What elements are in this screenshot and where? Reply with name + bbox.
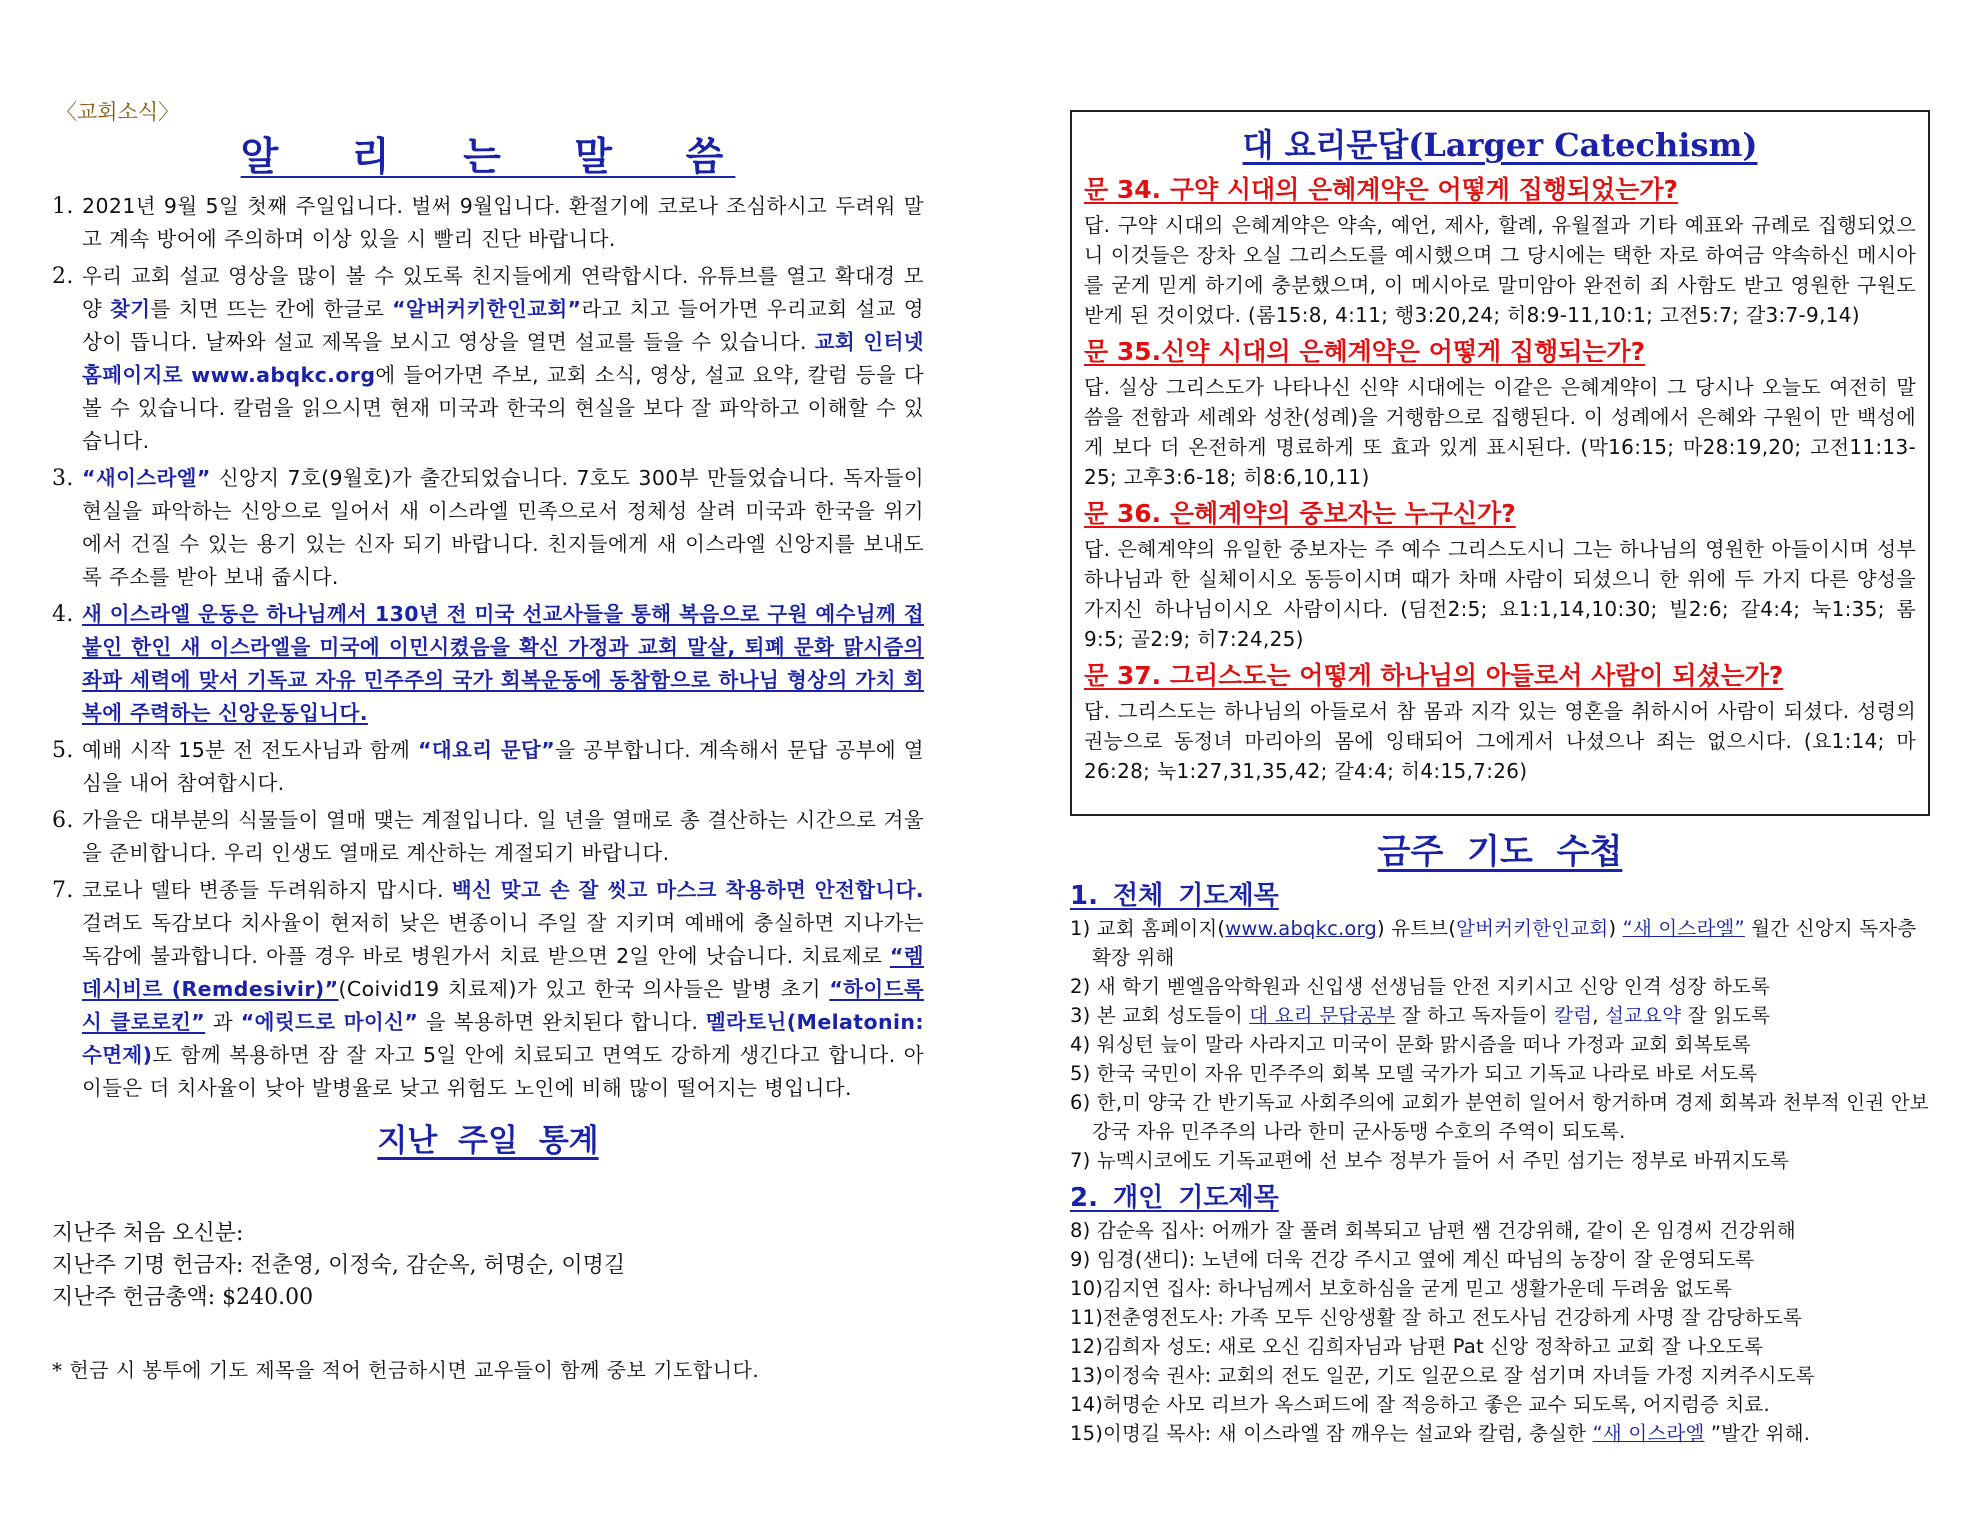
catechism-title-text: 대 요리문답(Larger Catechism) [1242, 126, 1758, 164]
text-run: 1) 교회 홈페이지( [1070, 917, 1226, 940]
prayer-item [1070, 1059, 1930, 1088]
stats-block [52, 1218, 924, 1314]
text-run: (Coivid19 치료제)가 있고 한국 의사들은 발병 초기 [338, 977, 830, 1001]
link-text[interactable]: “새 이스라엘 [1592, 1422, 1705, 1445]
text-run: ) [1608, 917, 1623, 940]
catechism-title [1084, 120, 1916, 166]
text-run: ) 유트브( [1377, 917, 1457, 940]
text-run: 도 함께 복용하면 잠 잘 자고 5일 안에 치료되고 면역도 강하게 생긴다고 합니다. 아이들은 더 치사율이 낮아 발병율로 낮고 위험도 노인에 비해 많이 떨어지는 병입니다. [82, 1043, 924, 1100]
stats-first-visitors: 지난주 처음 오신분: [52, 1221, 244, 1246]
announcement-number: 6. [52, 808, 74, 833]
stats-title-text: 지난 주일 통계 [377, 1123, 599, 1159]
text-run: 을 복용하면 완치된다 합니다. [418, 1010, 706, 1034]
catechism-answer: 답. 그리스도는 하나님의 아들로서 참 몸과 지각 있는 영혼을 취하시어 사람이 되셨다. 성령의 권능으로 동정녀 마리아의 몸에 잉태되어 그에게서 나셨으나 죄는 없으시다. (요1:14; 마26:28; 눅1:27,31,35,42; 갈4:4; 히4:15,7:26) [1084, 699, 1916, 783]
text-run: 월간 신앙지 독자층 확장 위해 [1092, 917, 1917, 969]
highlight-text: 백신 맞고 손 잘 씻고 마스크 착용하면 안전합니다. [451, 878, 924, 902]
text-run: 과 [205, 1010, 241, 1034]
announcements-title-text: 알 리 는 말 씀 [240, 134, 736, 180]
catechism-answer: 답. 구약 시대의 은혜계약은 약속, 예언, 제사, 할례, 유월절과 기타 예표와 규례로 집행되었으니 이것들은 장차 오실 그리스도를 예시했으며 그 당시에는 택한 자로 하여금 약속하신 메시아를 굳게 믿게 하기에 충분했으며, 이 메시아로 말미암아 완전히 죄 사함도 받고 영원한 구원도 받게 된 것이었다. (롬15:8, 4:11; 행3:20,24; 히8:9-11,10:1; 고전5:7; 갈3:7-9,14) [1084, 213, 1916, 327]
highlight-text: “렘데시비르 (Remdesivir)” [82, 944, 924, 1001]
announcement-item [52, 260, 924, 458]
announcement-number: 2. [52, 264, 74, 289]
announcements-title [52, 126, 924, 182]
highlight-text: “알버커키한인교회” [392, 297, 582, 321]
announcement-number: 7. [52, 878, 74, 903]
offering-note: * 헌금 시 봉투에 기도 제목을 적어 헌금하시면 교우들이 함께 중보 기도합니다. [52, 1358, 760, 1382]
text-run: 12)김희자 성도: 새로 오신 김희자님과 남편 Pat 신앙 정착하고 교회 잘 나오도록 [1070, 1335, 1764, 1358]
announcement-item [52, 598, 924, 730]
catechism-question: 문 34. 구약 시대의 은혜계약은 어떻게 집행되었는가? [1084, 175, 1679, 204]
text-run: 잘 읽도록 [1681, 1004, 1771, 1027]
text-run: 6) 한,미 양국 간 반기독교 사회주의에 교회가 분연히 일어서 항거하며 경제 회복과 천부적 인권 안보강국 자유 민주주의 나라 한미 군사동맹 수호의 주역이 되도록. [1070, 1091, 1929, 1143]
text-run: 우리 교회 설교 영상을 많이 볼 수 있도록 친지들에게 연락합시다. 유튜브를 열고 확대경 모양 [82, 264, 924, 321]
text-run: 7) 뉴멕시코에도 기독교편에 선 보수 정부가 들어 서 주민 섬기는 정부로 바뀌지도록 [1070, 1149, 1790, 1172]
announcement-item [52, 190, 924, 256]
link-text[interactable]: “새 이스라엘” [1622, 917, 1745, 940]
text-run: 잘 하고 독자들이 [1395, 1004, 1555, 1027]
prayer-item [1070, 1030, 1930, 1059]
text-run: , [1592, 1004, 1606, 1027]
announcements-list [52, 190, 924, 1105]
personal-prayer-list [1070, 1216, 1930, 1448]
prayer-item [1070, 1361, 1930, 1390]
prayer-item [1070, 1088, 1930, 1146]
catechism-item [1084, 332, 1916, 492]
highlight-text: “대요리 문답” [417, 738, 556, 762]
highlight-text: “하이드록시 클로로킨” [82, 977, 924, 1034]
catechism-answer: 답. 실상 그리스도가 나타나신 신약 시대에는 이같은 은혜계약이 그 당시나 오늘도 여전히 말씀을 전함과 세례와 성찬(성례)을 거행함으로 집행된다. 이 성례에서 은혜와 구원이 만 백성에게 보다 더 온전하게 명료하게 또 효과 있게 표시된다. (막16:15; 마28:19,20; 고전11:13-25; 고후3:6-18; 히8:6,10,11) [1084, 375, 1916, 489]
text-run: 9) 임경(샌디): 노년에 더욱 건강 주시고 옆에 계신 따님의 농장이 잘 운영되도록 [1070, 1248, 1755, 1271]
text-run: 2) 새 학기 벧엘음악학원과 신입생 선생님들 안전 지키시고 신앙 인격 성장 하도록 [1070, 975, 1770, 998]
highlight-text: 교회 인터넷 홈페이지로 www.abqkc.org [82, 330, 924, 387]
link-text[interactable]: www.abqkc.org [1225, 917, 1378, 940]
announcement-item [52, 734, 924, 800]
announcement-item [52, 804, 924, 870]
text-run: 예배 시작 15분 전 전도사님과 함께 [82, 738, 418, 762]
general-prayer-title: 1. 전체 기도제목 [1070, 881, 1279, 911]
catechism-item [1084, 656, 1916, 786]
text-run: 8) 감순옥 집사: 어깨가 잘 풀려 회복되고 남편 쌤 건강위해, 같이 온 임경씨 건강위해 [1070, 1219, 1796, 1242]
text-run: 15)이명길 목사: 새 이스라엘 잠 깨우는 설교와 칼럼, 충실한 [1070, 1422, 1593, 1445]
highlight-text: 찾기 [110, 297, 151, 321]
stats-title [52, 1115, 924, 1160]
text-run: 2021년 9월 5일 첫째 주일입니다. 벌써 9월입니다. 환절기에 코로나 조심하시고 두려워 말고 계속 방어에 주의하며 이상 있을 시 빨리 진단 바랍니다. [82, 194, 924, 251]
prayer-title [1070, 824, 1930, 873]
text-run: 가을은 대부분의 식물들이 열매 맺는 계절입니다. 일 년을 열매로 총 결산하는 시간으로 겨울을 준비합니다. 우리 인생도 열매로 계산하는 계절되기 바랍니다. [82, 808, 924, 865]
announcement-number: 3. [52, 466, 74, 491]
prayer-item [1070, 1419, 1930, 1448]
announcement-number: 4. [52, 602, 74, 627]
personal-prayer-title: 2. 개인 기도제목 [1070, 1183, 1279, 1213]
catechism-question: 문 37. 그리스도는 어떻게 하나님의 아들로서 사람이 되셨는가? [1084, 661, 1784, 690]
text-run: 3) 본 교회 성도들이 [1070, 1004, 1250, 1027]
highlight-text: “에릿드로 마이신” [240, 1010, 419, 1034]
text-run: 라고 치고 들어가면 우리교회 설교 영상이 뜹니다. 날짜와 설교 제목을 보시고 영상을 열면 설교를 들을 수 있습니다. [82, 297, 924, 354]
text-run: ”발간 위해. [1704, 1422, 1811, 1445]
highlight-text: 칼럼 [1554, 1004, 1593, 1027]
text-run: 코로나 델타 변종들 두려워하지 맙시다. [82, 878, 452, 902]
prayer-item [1070, 914, 1930, 972]
text-run: 걸려도 독감보다 치사율이 현저히 낮은 변종이니 주일 잘 지키며 예배에 충실하면 지나가는 독감에 불과합니다. 아플 경우 바로 병원가서 치료 받으면 2일 안에 낫습니다. 치료제로 [82, 911, 924, 968]
highlight-text: 설교요약 [1605, 1004, 1682, 1027]
announcement-number: 1. [52, 194, 74, 219]
prayer-item [1070, 1390, 1930, 1419]
text-run: 를 치면 뜨는 칸에 한글로 [150, 297, 393, 321]
text-run: 을 공부합니다. 계속해서 문답 공부에 열심을 내어 참여합시다. [82, 738, 924, 795]
announcement-item [52, 874, 924, 1105]
prayer-item [1070, 1146, 1930, 1175]
catechism-question: 문 35.신약 시대의 은혜계약은 어떻게 집행되는가? [1084, 337, 1646, 366]
text-run: 11)전춘영전도사: 가족 모두 신앙생활 잘 하고 전도사님 건강하게 사명 잘 감당하도록 [1070, 1306, 1802, 1329]
catechism-box [1070, 110, 1930, 816]
prayer-item [1070, 1001, 1930, 1030]
highlight-text: “새이스라엘” [82, 466, 211, 490]
text-run: 4) 워싱턴 늪이 말라 사라지고 미국이 문화 맑시즘을 떠나 가정과 교회 회복토록 [1070, 1033, 1751, 1056]
text-run: 에 들어가면 주보, 교회 소식, 영상, 설교 요약, 칼럼 등을 다 볼 수 있습니다. 칼럼을 읽으시면 현재 미국과 한국의 현실을 보다 잘 파악하고 이해할 수 있습니다. [82, 363, 925, 453]
announcement-item [52, 462, 924, 594]
prayer-title-text: 금주 기도 수첩 [1377, 832, 1623, 872]
stats-total: 지난주 헌금총액: $240.00 [52, 1285, 314, 1310]
prayer-item [1070, 1274, 1930, 1303]
highlight-text: 새 이스라엘 운동은 하나님께서 130년 전 미국 선교사들을 통해 복음으로 구원 예수님께 접붙인 한인 새 이스라엘을 미국에 이민시켰음을 확신 가정과 교회 말살, 퇴폐 문화 맑시즘의 좌파 세력에 맞서 기독교 자유 민주주의 국가 회복운동에 동참함으로 하나님 형상의 가치 회복에 주력하는 신앙운동입니다. [82, 602, 924, 725]
text-run: 신앙지 7호(9월호)가 출간되었습니다. 7호도 300부 만들었습니다. 독자들이 현실을 파악하는 신앙으로 일어서 새 이스라엘 민족으로서 정체성 살려 미국과 한국을 위기에서 건질 수 있는 용기 있는 신자 되기 바랍니다. 친지들에게 새 이스라엘 신앙지를 보내도록 주소를 받아 보내 줍시다. [82, 466, 924, 589]
announcement-number: 5. [52, 738, 74, 763]
text-run: 14)허명순 사모 리브가 옥스퍼드에 잘 적응하고 좋은 교수 되도록, 어지럼증 치료. [1070, 1393, 1770, 1416]
stats-donors: 지난주 기명 헌금자: 전춘영, 이정숙, 감순옥, 허명순, 이명길 [52, 1253, 626, 1278]
prayer-item [1070, 972, 1930, 1001]
catechism-item [1084, 170, 1916, 330]
catechism-question: 문 36. 은혜계약의 중보자는 누구신가? [1084, 499, 1516, 528]
general-prayer-list [1070, 914, 1930, 1175]
prayer-item [1070, 1303, 1930, 1332]
catechism-item [1084, 494, 1916, 654]
highlight-text: 멜라토닌(Melatonin:수면제) [82, 1010, 924, 1067]
highlight-text: 알버커키한인교회 [1456, 917, 1609, 940]
prayer-item [1070, 1216, 1930, 1245]
prayer-item [1070, 1245, 1930, 1274]
link-text[interactable]: 대 요리 문답공부 [1249, 1004, 1396, 1027]
catechism-answer: 답. 은혜계약의 유일한 중보자는 주 예수 그리스도시니 그는 하나님의 영원한 아들이시며 성부 하나님과 한 실체이시오 동등이시며 때가 차매 사람이 되셨으니 한 위에 두 가지 다른 양성을 가지신 하나님이시오 사람이시다. (딤전2:5; 요1:1,14,10:30; 빌2:6; 갈4:4; 눅1:35; 롬9:5; 골2:9; 히7:24,25) [1084, 537, 1916, 651]
right-column [1070, 110, 1930, 1500]
text-run: 13)이정숙 권사: 교회의 전도 일꾼, 기도 일꾼으로 잘 섬기며 자녀들 가정 지켜주시도록 [1070, 1364, 1815, 1387]
prayer-item [1070, 1332, 1930, 1361]
text-run: 10)김지연 집사: 하나님께서 보호하심을 굳게 믿고 생활가운데 두려움 없도록 [1070, 1277, 1733, 1300]
left-column [52, 96, 924, 1496]
catechism-items [1084, 170, 1916, 786]
section-tag: 〈교회소식〉 [56, 100, 180, 124]
text-run: 5) 한국 국민이 자유 민주주의 회복 모델 국가가 되고 기독교 나라로 바로 서도록 [1070, 1062, 1758, 1085]
